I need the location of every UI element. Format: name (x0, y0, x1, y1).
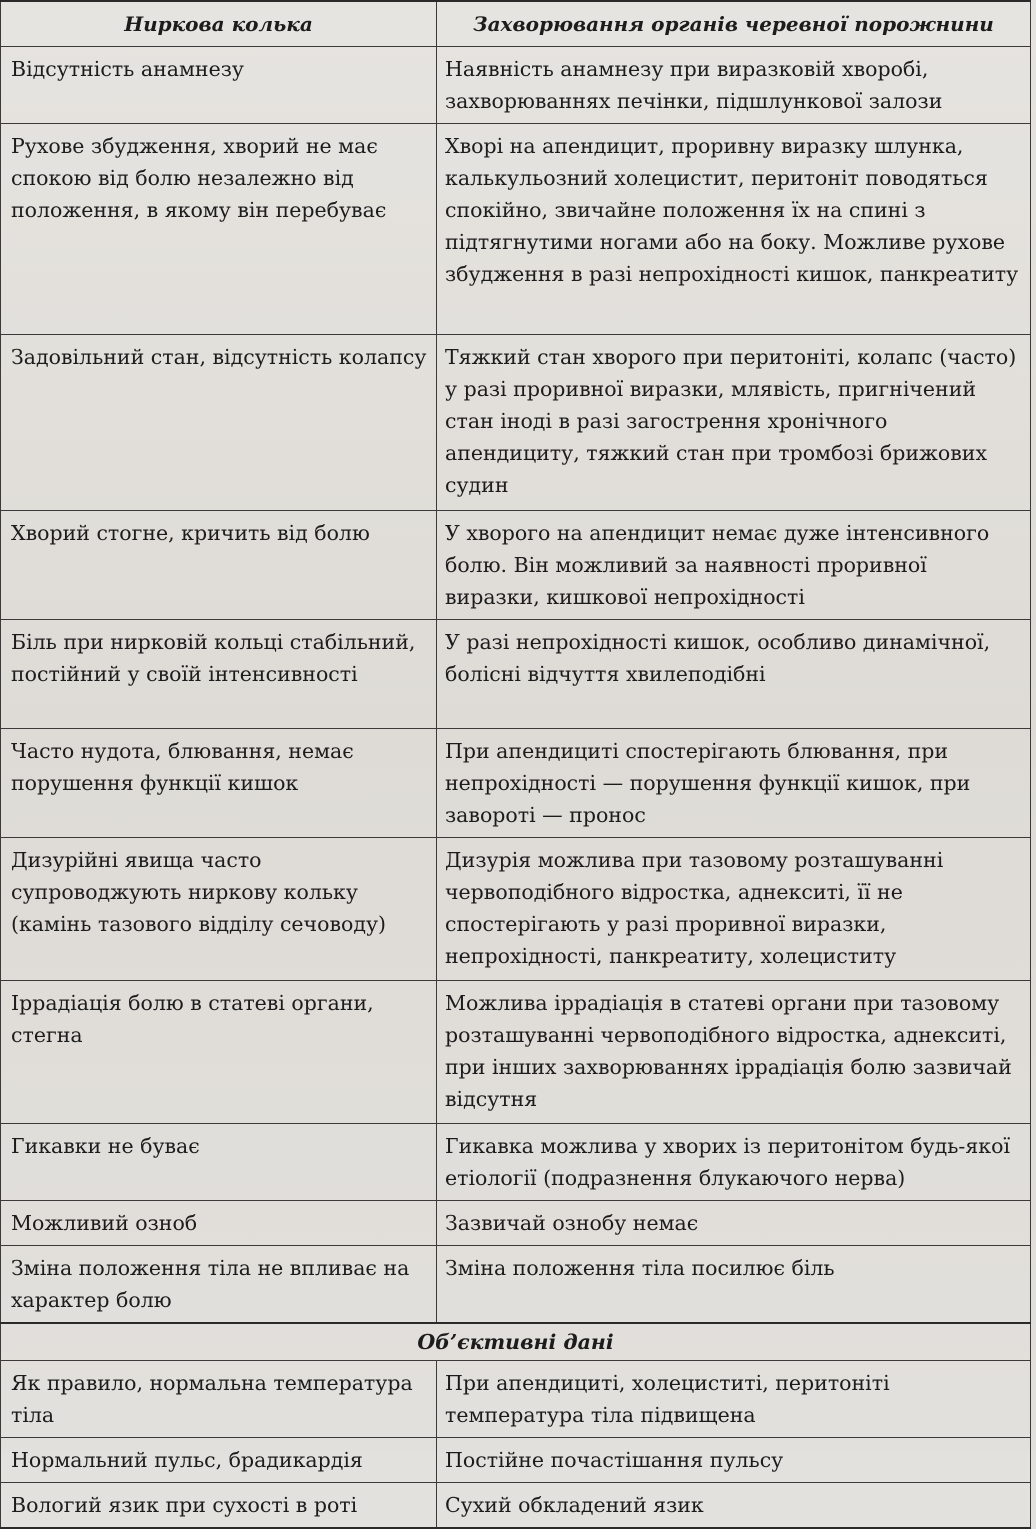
cell-renal-colic: Дизурійні явища часто супроводжують ниркову кольку (камінь тазового відділу сечоводу) (1, 838, 437, 981)
table-row (1, 335, 1031, 511)
table-row (1, 981, 1031, 1124)
column-header-abdominal-diseases: Захворювання органів черевної порожнини (437, 1, 1031, 47)
cell-renal-colic: Задовільний стан, відсутність колапсу (1, 335, 437, 511)
table-row (1, 1438, 1031, 1483)
cell-renal-colic: Іррадіація болю в статеві органи, стегна (1, 981, 437, 1124)
table-header-row (1, 1, 1031, 47)
cell-abdominal: При апендициті спостерігають блювання, при непрохідності — порушення функції кишок, при завороті — пронос (437, 729, 1031, 838)
cell-abdominal: Зміна положення тіла посилює біль (437, 1246, 1031, 1324)
table-row (1, 1246, 1031, 1324)
cell-renal-colic: Часто нудота, блювання, немає порушення функції кишок (1, 729, 437, 838)
cell-renal-colic: Вологий язик при сухості в роті (1, 1483, 437, 1529)
table-row (1, 1483, 1031, 1529)
cell-renal-colic: Рухове збудження, хворий не має спокою від болю незалежно від положення, в якому він перебуває (1, 124, 437, 335)
cell-abdominal: Гикавка можлива у хворих із перитонітом будь-якої етіології (подразнення блукаючого нерва) (437, 1124, 1031, 1201)
cell-abdominal: Наявність анамнезу при виразковій хворобі, захворюваннях печінки, підшлункової залози (437, 47, 1031, 124)
cell-abdominal: Можлива іррадіація в статеві органи при тазовому розташуванні червоподібного відростка, аднекситі, при інших захворюваннях іррадіація болю зазвичай відсутня (437, 981, 1031, 1124)
cell-abdominal: Постійне почастішання пульсу (437, 1438, 1031, 1483)
cell-renal-colic: Хворий стогне, кричить від болю (1, 511, 437, 620)
cell-abdominal: При апендициті, холециститі, перитоніті температура тіла підвищена (437, 1361, 1031, 1438)
table-row (1, 511, 1031, 620)
table-row (1, 620, 1031, 729)
cell-renal-colic: Біль при нирковій кольці стабільний, постійний у своїй інтенсивності (1, 620, 437, 729)
cell-abdominal: Хворі на апендицит, проривну виразку шлунка, калькульозний холецистит, перитоніт поводяться спокійно, звичайне положення їх на спині з підтягнутими ногами або на боку. Можливе рухове збудження в разі непрохідності кишок, панкреатиту (437, 124, 1031, 335)
table-row (1, 729, 1031, 838)
cell-renal-colic: Зміна положення тіла не впливає на характер болю (1, 1246, 437, 1324)
table-row (1, 124, 1031, 335)
cell-renal-colic: Як правило, нормальна температура тіла (1, 1361, 437, 1438)
section-title: Об’єктивні дані (1, 1323, 1031, 1361)
cell-abdominal: Дизурія можлива при тазовому розташуванні червоподібного відростка, аднекситі, її не спостерігають у разі проривної виразки, непрохідності, панкреатиту, холециститу (437, 838, 1031, 981)
column-header-renal-colic: Ниркова колька (1, 1, 437, 47)
cell-renal-colic: Можливий озноб (1, 1201, 437, 1246)
section-row (1, 1323, 1031, 1361)
cell-abdominal: Сухий обкладений язик (437, 1483, 1031, 1529)
table-row (1, 47, 1031, 124)
cell-renal-colic: Гикавки не буває (1, 1124, 437, 1201)
table-row (1, 1361, 1031, 1438)
cell-abdominal: Тяжкий стан хворого при перитоніті, колапс (часто) у разі проривної виразки, млявість, пригнічений стан іноді в разі загострення хронічного апендициту, тяжкий стан при тромбозі брижових судин (437, 335, 1031, 511)
cell-abdominal: У разі непрохідності кишок, особливо динамічної, болісні відчуття хвилеподібні (437, 620, 1031, 729)
cell-abdominal: У хворого на апендицит немає дуже інтенсивного болю. Він можливий за наявності проривної виразки, кишкової непрохідності (437, 511, 1031, 620)
table-row (1, 838, 1031, 981)
cell-abdominal: Зазвичай ознобу немає (437, 1201, 1031, 1246)
table-row (1, 1124, 1031, 1201)
table-row (1, 1201, 1031, 1246)
cell-renal-colic: Відсутність анамнезу (1, 47, 437, 124)
cell-renal-colic: Нормальний пульс, брадикардія (1, 1438, 437, 1483)
